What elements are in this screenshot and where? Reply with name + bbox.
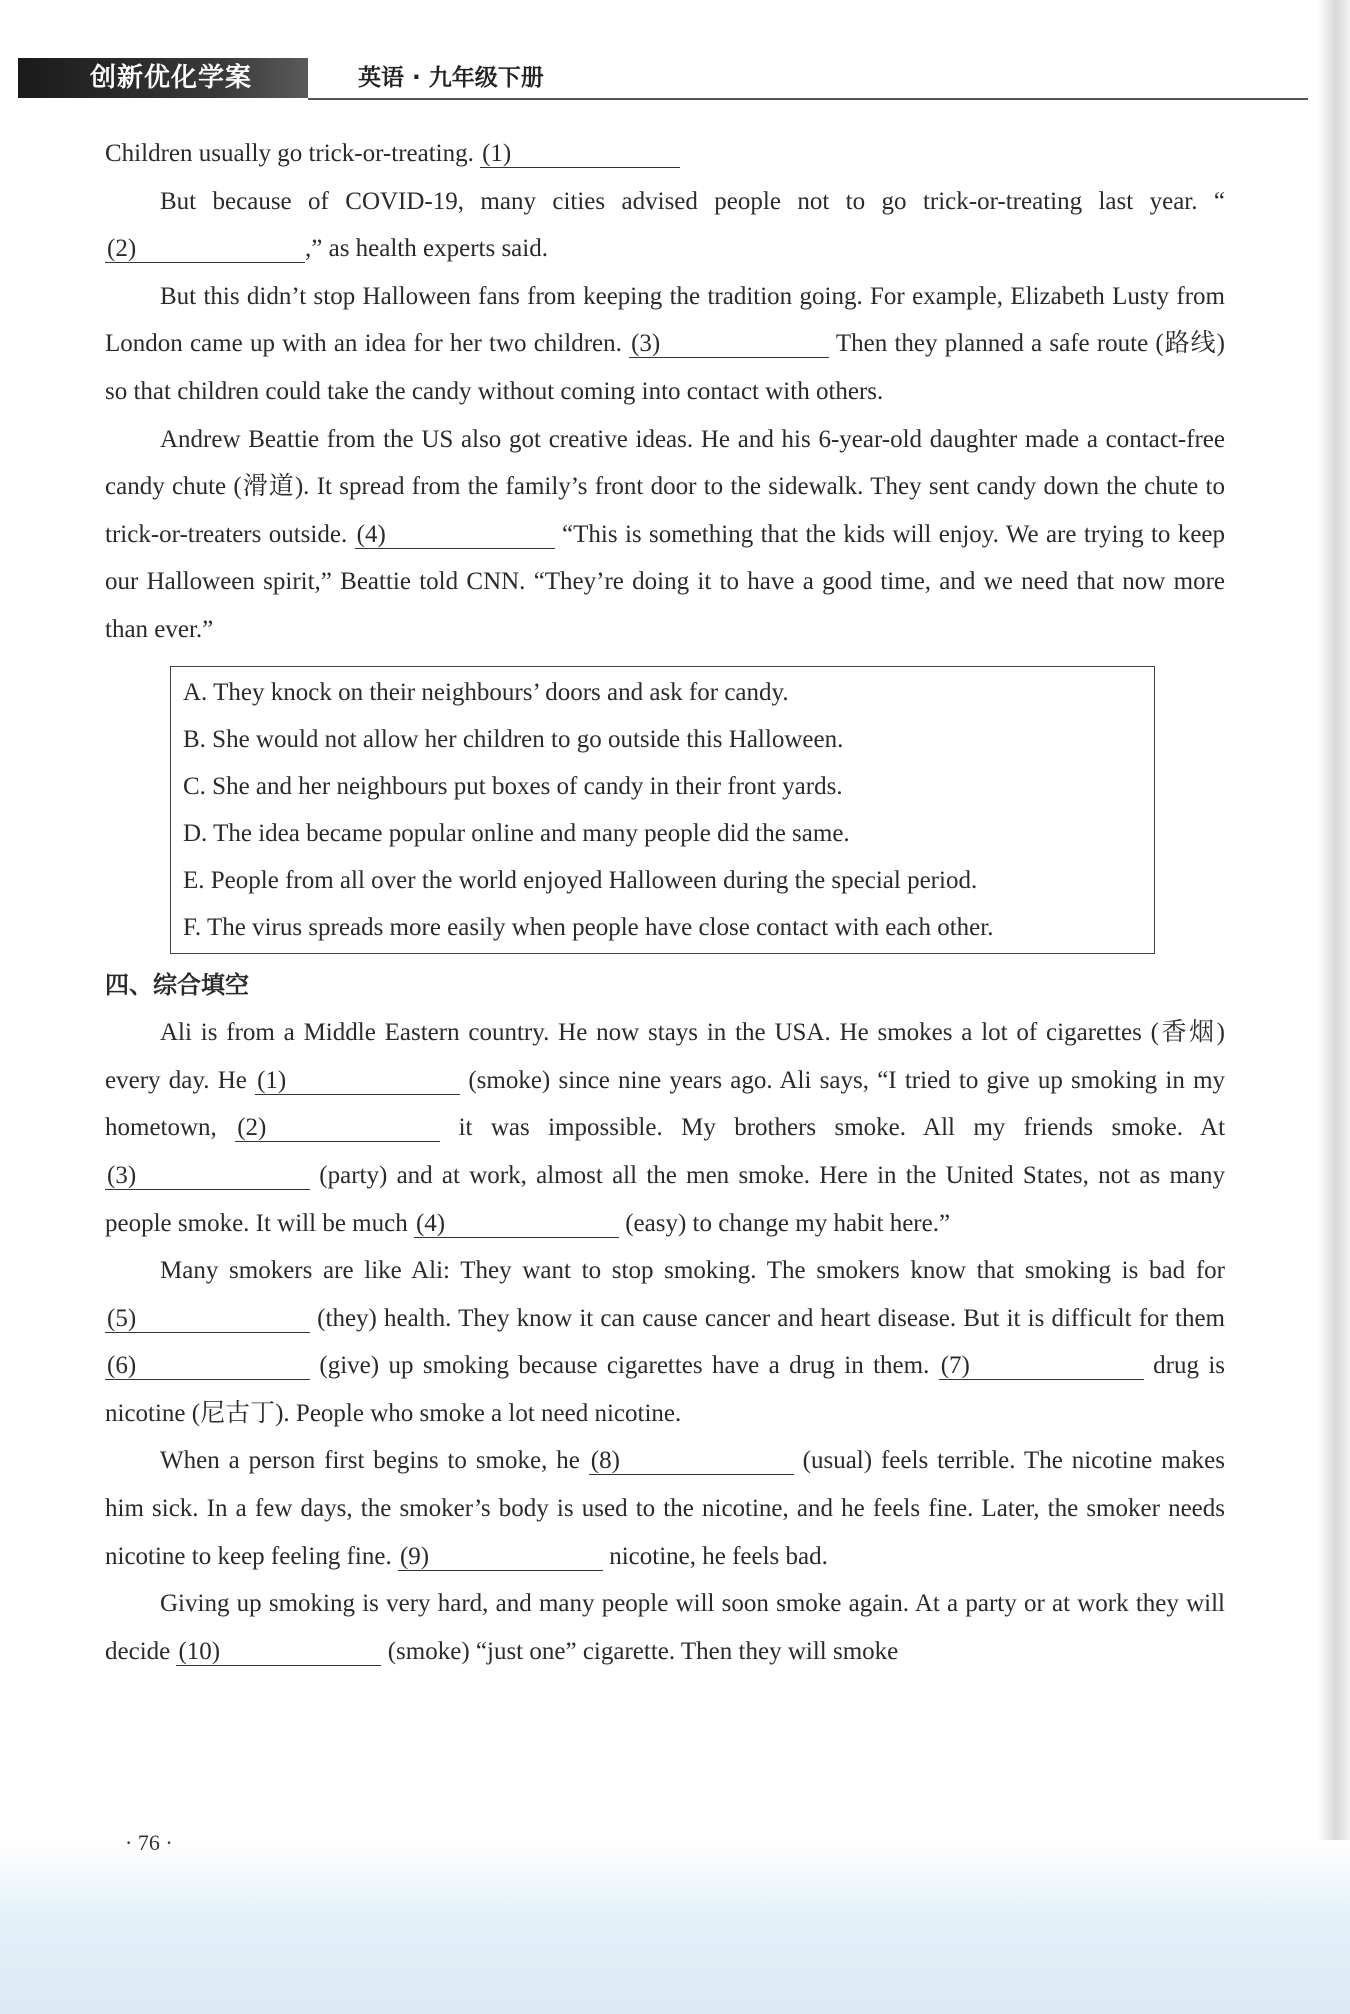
blank-reading-4[interactable]: (4) — [355, 522, 555, 549]
cloze-paragraph-2: Many smokers are like Ali: They want to stop smoking. The smokers know that smoking is bad for (5) (they) health. They know it can cause cancer and heart disease. But it is difficult for them (6) (give) up smoking because cigarettes have a drug in them. (7) drug is nicotine (尼古丁). People who smoke a lot need nicotine. — [105, 1257, 1226, 1427]
blank-cloze-10[interactable]: (10) — [176, 1639, 381, 1666]
section-title: 四、综合填空 — [105, 970, 249, 999]
book-title: 英语 · 九年级下册 — [358, 65, 544, 91]
page-number: · 76 · — [125, 1830, 173, 1855]
page-header — [18, 58, 1318, 100]
reading-paragraph-4: Andrew Beattie from the US also got creative ideas. He and his 6-year-old daughter made a contact-free candy chute (滑道). It spread from the family’s front door to the sidewalk. They sent candy down the chute to trick-or-treaters outside. (4) “This is something that the kids will enjoy. We are trying to keep our Halloween spirit,” Beattie told CNN. “They’re doing it to have a good time, and we need that now more than ever.” — [105, 425, 1226, 643]
page-edge-shadow — [1318, 0, 1350, 2014]
page-content — [105, 130, 1225, 1675]
blank-cloze-5[interactable]: (5) — [105, 1306, 310, 1333]
blank-cloze-3[interactable]: (3) — [105, 1163, 310, 1190]
blank-cloze-6[interactable]: (6) — [105, 1353, 310, 1380]
reading-paragraph-1: Children usually go trick-or-treating. (1) — [105, 130, 1225, 178]
cloze-paragraph-1: Ali is from a Middle Eastern country. He now stays in the USA. He smokes a lot of cigarettes (香烟) every day. He (1) (smoke) since nine years ago. Ali says, “I tried to give up smoking in my hometown, (2) it was impossible. My brothers smoke. All my friends smoke. At (3) (party) and at work, almost all the men smoke. Here in the United States, not as many people smoke. It will be much (4) (easy) to change my habit here.” — [105, 1019, 1226, 1237]
blank-cloze-7[interactable]: (7) — [939, 1353, 1144, 1380]
option-f: F. The virus spreads more easily when people have close contact with each other. — [183, 913, 994, 941]
blank-reading-3[interactable]: (3) — [629, 331, 829, 358]
blank-cloze-9[interactable]: (9) — [398, 1544, 603, 1571]
blank-reading-2[interactable]: (2) — [105, 236, 305, 263]
brand-logo: 创新优化学案 — [18, 58, 308, 98]
blank-cloze-1[interactable]: (1) — [255, 1068, 460, 1095]
blank-reading-1[interactable]: (1) — [480, 141, 680, 168]
option-e: E. People from all over the world enjoyed Halloween during the special period. — [183, 866, 978, 894]
options-box — [170, 666, 1155, 954]
cloze-paragraph-4: Giving up smoking is very hard, and many people will soon smoke again. At a party or at work they will decide (10) (smoke) “just one” cigarette. Then they will smoke — [105, 1590, 1225, 1665]
blank-cloze-4[interactable]: (4) — [414, 1211, 619, 1238]
option-b: B. She would not allow her children to go outside this Halloween. — [183, 725, 844, 753]
cloze-paragraph-3: When a person first begins to smoke, he (8) (usual) feels terrible. The nicotine makes him sick. In a few days, the smoker’s body is used to the nicotine, and he feels fine. Later, the smoker needs nicotine to keep feeling fine. (9) nicotine, he feels bad. — [105, 1447, 1226, 1570]
option-a: A. They knock on their neighbours’ doors and ask for candy. — [183, 678, 789, 706]
option-d: D. The idea became popular online and many people did the same. — [183, 819, 850, 847]
page-bottom-shadow — [0, 1840, 1350, 2014]
blank-cloze-2[interactable]: (2) — [235, 1115, 440, 1142]
header-rule — [308, 98, 1308, 100]
reading-paragraph-2: But because of COVID-19, many cities advised people not to go trick-or-treating last year. “(2) ,” as health experts said. — [107, 187, 1225, 263]
reading-paragraph-3: But this didn’t stop Halloween fans from keeping the tradition going. For example, Elizabeth Lusty from London came up with an idea for her two children. (3) Then they planned a safe route (路线) so that children could take the candy without coming into contact with others. — [105, 282, 1225, 405]
blank-cloze-8[interactable]: (8) — [589, 1448, 794, 1475]
option-c: C. She and her neighbours put boxes of candy in their front yards. — [183, 772, 843, 800]
